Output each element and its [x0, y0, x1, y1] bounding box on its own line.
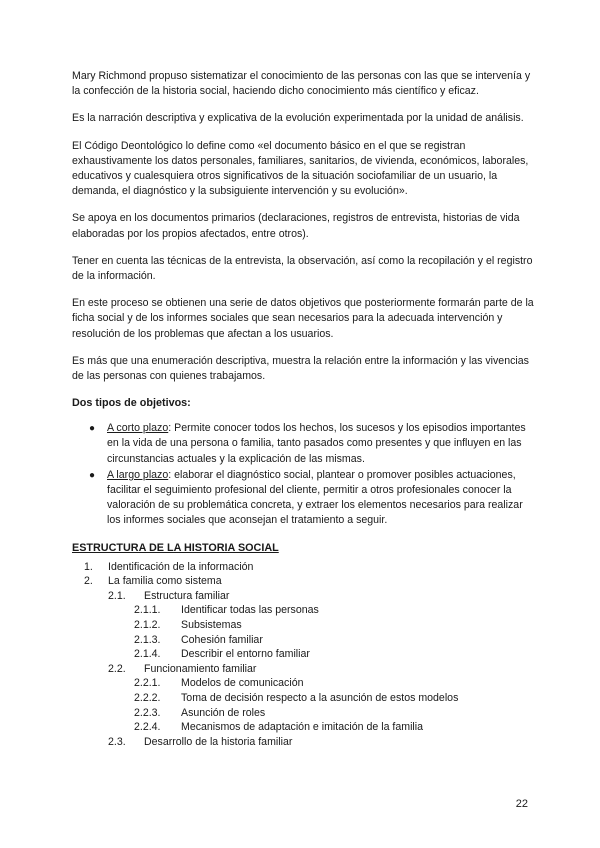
bullet-icon: ● [89, 469, 96, 481]
outline-item [72, 574, 534, 589]
outline-text: Estructura familiar [144, 589, 230, 602]
outline-number: 2.2. [108, 662, 126, 675]
outline-item [72, 735, 534, 750]
outline-number: 2. [84, 575, 93, 588]
outline-number: 2.2.3. [134, 706, 161, 719]
outline-item [72, 706, 534, 721]
outline-item [72, 691, 534, 706]
outline-item [72, 633, 534, 648]
outline-text: Identificación de la información [108, 560, 254, 573]
document-page [72, 69, 534, 749]
list-item [72, 421, 534, 467]
outline-text: Toma de decisión respecto a la asunción de estos modelos [181, 692, 459, 705]
outline-item [72, 662, 534, 677]
outline-text: Desarrollo de la historia familiar [144, 735, 293, 748]
outline-number: 2.1.4. [134, 648, 161, 661]
outline-number: 2.1.3. [134, 633, 161, 646]
outline-text: Subsistemas [181, 619, 242, 632]
outline-text: La familia como sistema [108, 575, 222, 588]
outline-item [72, 676, 534, 691]
outline-number: 2.1.2. [134, 619, 161, 632]
outline-number: 2.2.2. [134, 692, 161, 705]
section-title: ESTRUCTURA DE LA HISTORIA SOCIAL [72, 541, 279, 554]
outline-number: 2.3. [108, 735, 126, 748]
paragraph-enumeracion: Es más que una enumeración descriptiva, muestra la relación entre la información y las vivencias de las personas con quienes trabajamos. [72, 354, 529, 383]
outline-item [72, 647, 534, 662]
objectives-heading: Dos tipos de objetivos: [72, 397, 191, 410]
outline-item [72, 603, 534, 618]
outline-number: 2.1.1. [134, 604, 161, 617]
page-number: 22 [515, 798, 528, 810]
outline-text: Describir el entorno familiar [181, 648, 310, 661]
outline-number: 2.1. [108, 589, 126, 602]
outline-text: Funcionamiento familiar [144, 662, 257, 675]
objectives-list [72, 421, 534, 528]
outline-item [72, 589, 534, 604]
outline-text: Asunción de roles [181, 706, 266, 719]
paragraph-tecnicas: Tener en cuenta las técnicas de la entrevista, la observación, así como la recopilación y el registro de la información. [72, 254, 533, 283]
objective-label: A corto plazo [107, 422, 169, 435]
outline-text: Modelos de comunicación [181, 677, 304, 690]
outline-number: 2.2.1. [134, 677, 161, 690]
objective-text: : Permite conocer todos los hechos, los sucesos y los episodios importantes en la vida de una persona o familia, tanto pasados como presentes y que influyen en las circunstancias actuales y la explicación de las mismas. [107, 422, 526, 465]
bullet-icon: ● [89, 423, 96, 435]
outline-number: 2.2.4. [134, 721, 161, 734]
structure-outline [72, 560, 534, 750]
outline-item [72, 618, 534, 633]
paragraph-codigo-deontologico: El Código Deontológico lo define como «el documento básico en el que se registran exhaustivamente los datos personales, familiares, sanitarios, de vivienda, económicos, laborales, educativos y cualesquiera otros significativos de la situación sociofamiliar de un usuario, la demanda, el diagnóstico y la subsiguiente intervención y su evolución». [72, 139, 529, 198]
list-item [72, 468, 534, 529]
paragraph-proceso: En este proceso se obtienen una serie de datos objetivos que posteriormente formarán parte de la ficha social y de los informes sociales que sean necesarios para la adecuada intervención y resolución de los problemas que afectan a los usuarios. [72, 297, 534, 340]
outline-text: Cohesión familiar [181, 633, 263, 646]
objective-label: A largo plazo [107, 468, 169, 481]
outline-text: Identificar todas las personas [181, 604, 319, 617]
objective-text: : elaborar el diagnóstico social, plantear o promover posibles actuaciones, facilitar el seguimiento profesional del cliente, permitir a otros profesionales conocer la valoración de su problemática concreta, y extraer los elementos necesarios para realizar los informes sociales que aconsejan el tratamiento a seguir. [107, 468, 523, 527]
paragraph-definition: Es la narración descriptiva y explicativa de la evolución experimentada por la unidad de análisis. [72, 112, 524, 125]
outline-item [72, 560, 534, 575]
outline-number: 1. [84, 560, 93, 573]
outline-item [72, 720, 534, 735]
paragraph-richmond: Mary Richmond propuso sistematizar el conocimiento de las personas con las que se intervenía y la confección de la historia social, haciendo dicho conocimiento más científico y eficaz. [72, 70, 531, 98]
outline-text: Mecanismos de adaptación e imitación de la familia [181, 721, 424, 734]
paragraph-documentos-primarios: Se apoya en los documentos primarios (declaraciones, registros de entrevista, historias de vida elaboradas por los propios afectados, entre otros). [72, 212, 520, 240]
